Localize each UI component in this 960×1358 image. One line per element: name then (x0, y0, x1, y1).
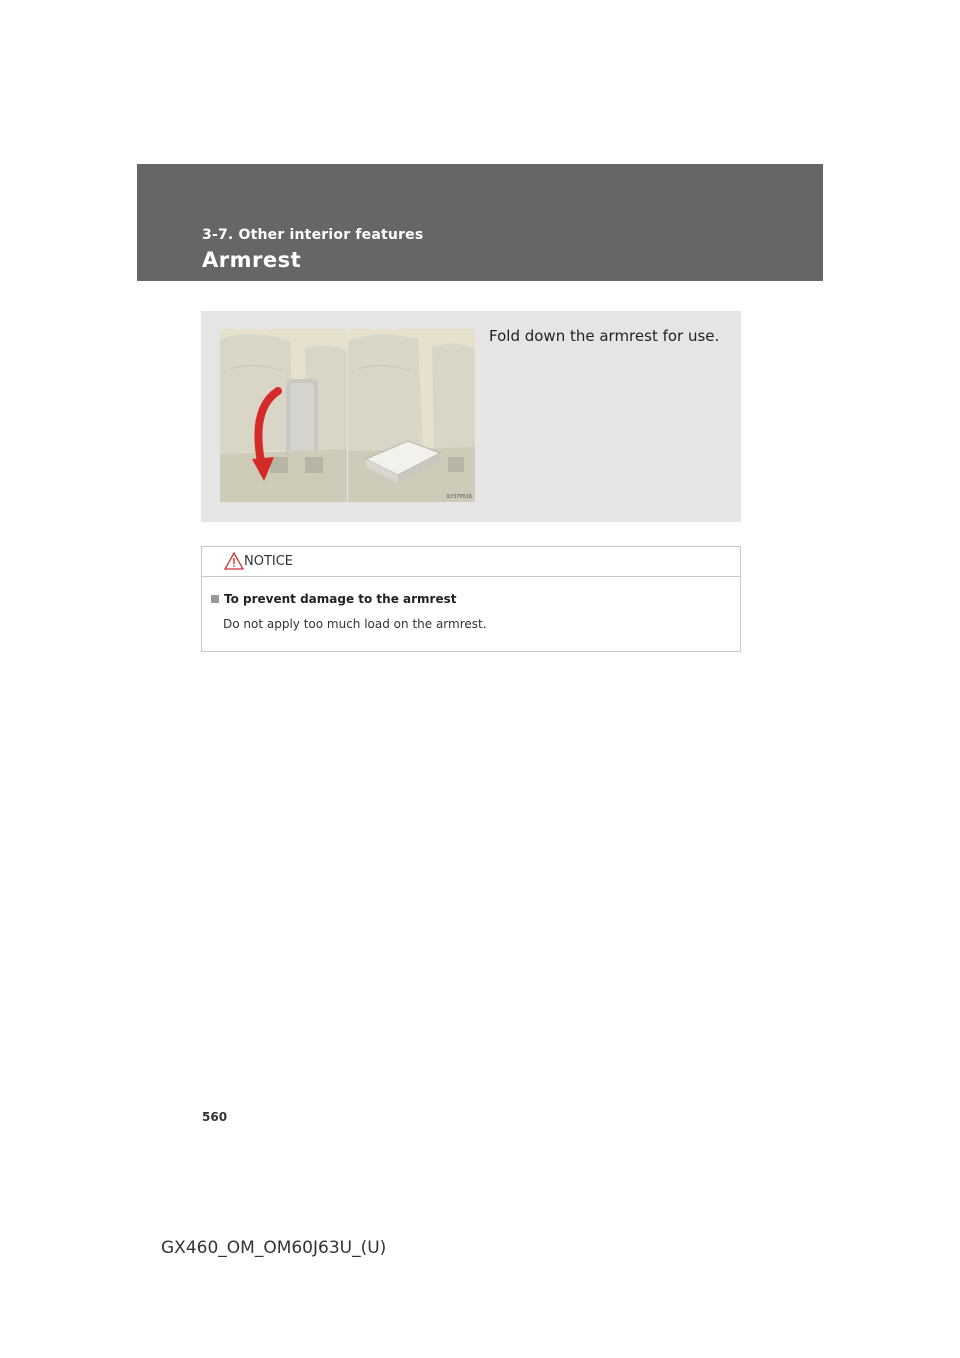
notice-item-title-text: To prevent damage to the armrest (224, 592, 457, 606)
armrest-folded-down-illustration (348, 329, 475, 502)
notice-header (202, 547, 740, 577)
notice-item-text: Do not apply too much load on the armrest. (223, 617, 487, 631)
header-band (137, 164, 823, 281)
notice-label: NOTICE (244, 554, 294, 569)
section-label: 3-7. Other interior features (202, 227, 424, 243)
square-bullet-icon (211, 595, 219, 603)
figure-box (201, 311, 741, 522)
notice-item-title (211, 592, 456, 606)
warning-triangle-icon (224, 552, 244, 574)
page-number: 560 (202, 1110, 228, 1124)
document-code: GX460_OM_OM60J63U_(U) (161, 1238, 387, 1258)
figure-caption: Fold down the armrest for use. (489, 327, 720, 345)
page-title: Armrest (202, 248, 302, 272)
notice-box (201, 546, 741, 652)
armrest-folded-up-illustration (220, 329, 347, 502)
figure-code: ILY37P016 (446, 494, 472, 500)
